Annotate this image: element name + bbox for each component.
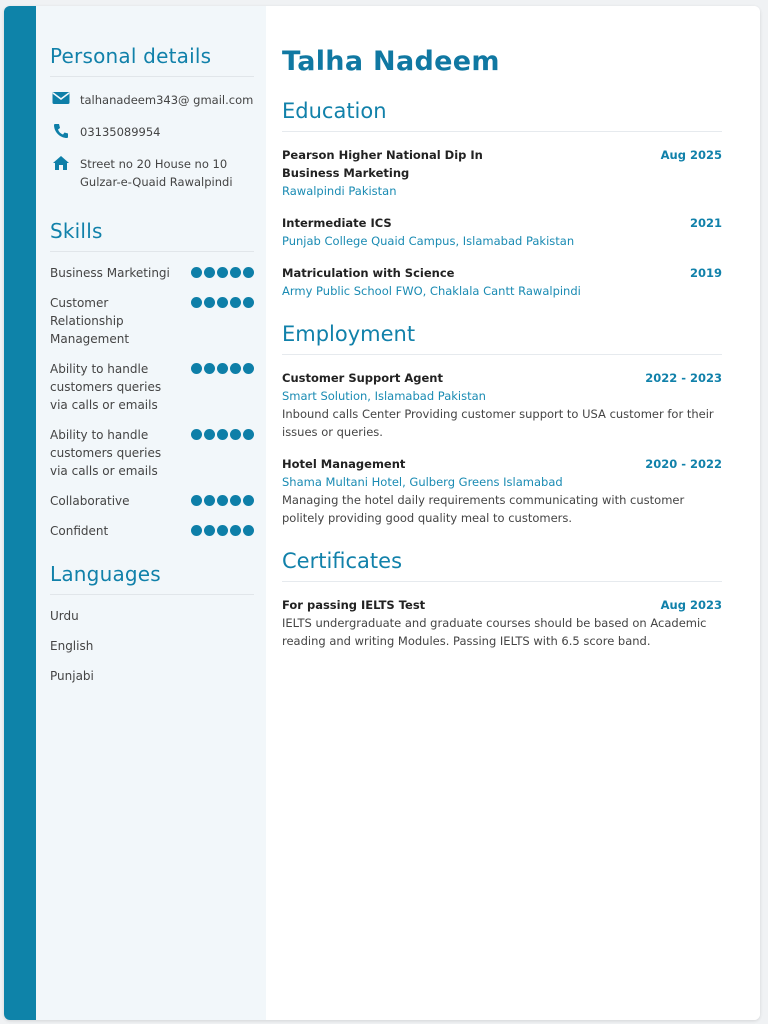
skill-level-dot (217, 267, 228, 278)
skill-name: Customer Relationship Management (50, 296, 130, 346)
skill-level-dot (230, 267, 241, 278)
skill-level-dot (204, 495, 215, 506)
skill-name: Confident (50, 524, 109, 538)
employment-title: Hotel Management (282, 457, 406, 471)
certificates-list (282, 596, 722, 650)
skill-level-dot (204, 267, 215, 278)
employment-entry (282, 369, 722, 441)
sidebar (36, 6, 266, 1020)
skill-level-dot (204, 429, 215, 440)
phone-icon (50, 123, 72, 139)
skill-level-dot (217, 297, 228, 308)
skill-level-rating (191, 429, 254, 440)
languages-list (50, 607, 254, 685)
skill-level-rating (191, 297, 254, 308)
skill-item (50, 294, 254, 348)
skill-item (50, 426, 254, 480)
skill-level-dot (243, 525, 254, 536)
skill-name: Ability to handle customers queries via calls or emails (50, 362, 162, 412)
employment-description: Managing the hotel daily requirements communicating with customer politely providing good quality meal to customers. (282, 493, 685, 525)
employment-date: 2020 - 2022 (645, 457, 722, 471)
skill-level-dot (191, 495, 202, 506)
education-institution: Army Public School FWO, Chaklala Cantt Rawalpindi (282, 284, 581, 298)
employment-institution: Shama Multani Hotel, Gulberg Greens Islamabad (282, 475, 563, 489)
skill-name: Collaborative (50, 494, 130, 508)
skill-level-dot (243, 429, 254, 440)
accent-stripe (4, 6, 36, 1020)
language-item: Punjabi (50, 669, 94, 683)
skill-level-dot (191, 429, 202, 440)
education-date: 2019 (689, 266, 722, 280)
education-date: 2021 (689, 216, 722, 230)
certificate-entry (282, 596, 722, 650)
employment-entry (282, 455, 722, 527)
address-text: Street no 20 House no 10 Gulzar-e-Quaid Rawalpindi (80, 157, 233, 189)
certificate-title: For passing IELTS Test (282, 598, 426, 612)
skill-level-rating (191, 267, 254, 278)
skill-level-rating (191, 495, 254, 506)
skill-level-rating (191, 525, 254, 536)
education-title: Intermediate ICS (282, 216, 392, 230)
education-title: Matriculation with Science (282, 266, 455, 280)
skill-level-dot (243, 297, 254, 308)
email-row (50, 91, 254, 109)
skill-name: Ability to handle customers queries via calls or emails (50, 428, 162, 478)
skill-level-dot (217, 495, 228, 506)
resume-page (4, 6, 760, 1020)
education-entry-header (282, 214, 722, 232)
envelope-icon (50, 91, 72, 107)
skill-level-dot (243, 495, 254, 506)
education-entry-header (282, 264, 722, 282)
home-icon (50, 155, 72, 171)
employment-heading: Employment (282, 322, 722, 355)
education-entry (282, 264, 722, 300)
language-item: English (50, 639, 94, 653)
skill-level-dot (191, 525, 202, 536)
education-date: Aug 2025 (660, 148, 722, 162)
certificates-heading: Certificates (282, 549, 722, 582)
skill-level-dot (230, 495, 241, 506)
employment-date: 2022 - 2023 (645, 371, 722, 385)
address-row (50, 155, 254, 191)
education-heading: Education (282, 99, 722, 132)
education-institution: Punjab College Quaid Campus, Islamabad Pakistan (282, 234, 575, 248)
education-entry (282, 146, 722, 200)
phone-row (50, 123, 254, 141)
skill-level-dot (217, 429, 228, 440)
skill-item (50, 360, 254, 414)
education-entry-header (282, 146, 722, 182)
skill-level-dot (204, 297, 215, 308)
skill-level-dot (191, 267, 202, 278)
skill-level-dot (191, 297, 202, 308)
certificate-date: Aug 2023 (660, 598, 722, 612)
education-list (282, 146, 722, 300)
employment-title: Customer Support Agent (282, 371, 443, 385)
skills-list (50, 264, 254, 540)
employment-entry-header (282, 369, 722, 387)
employment-list (282, 369, 722, 527)
skill-level-dot (230, 297, 241, 308)
skill-level-dot (230, 429, 241, 440)
candidate-name: Talha Nadeem (282, 46, 500, 77)
language-item: Urdu (50, 609, 79, 623)
education-title: Pearson Higher National Dip In Business Marketing (282, 148, 483, 180)
personal-details-heading: Personal details (50, 44, 254, 77)
certificate-description: IELTS undergraduate and graduate courses should be based on Academic reading and writing Modules. Passing IELTS with 6.5 score band. (282, 616, 707, 648)
languages-heading: Languages (50, 562, 254, 595)
skill-item (50, 522, 254, 540)
skill-level-dot (217, 525, 228, 536)
employment-institution: Smart Solution, Islamabad Pakistan (282, 389, 486, 403)
skill-level-dot (243, 363, 254, 374)
employment-entry-header (282, 455, 722, 473)
skill-level-dot (230, 525, 241, 536)
phone-text[interactable]: 03135089954 (80, 125, 161, 139)
skill-item (50, 264, 254, 282)
email-text[interactable]: talhanadeem343@ gmail.com (80, 93, 254, 107)
skills-heading: Skills (50, 219, 254, 252)
skill-level-dot (217, 363, 228, 374)
skill-level-dot (243, 267, 254, 278)
education-entry (282, 214, 722, 250)
certificate-entry-header (282, 596, 722, 614)
skill-item (50, 492, 254, 510)
education-institution: Rawalpindi Pakistan (282, 184, 397, 198)
skill-level-dot (204, 525, 215, 536)
skill-name: Business Marketingi (50, 266, 170, 280)
skill-level-rating (191, 363, 254, 374)
skill-level-dot (204, 363, 215, 374)
skill-level-dot (230, 363, 241, 374)
main-content (266, 6, 760, 1020)
skill-level-dot (191, 363, 202, 374)
employment-description: Inbound calls Center Providing customer support to USA customer for their issues or queries. (282, 407, 714, 439)
